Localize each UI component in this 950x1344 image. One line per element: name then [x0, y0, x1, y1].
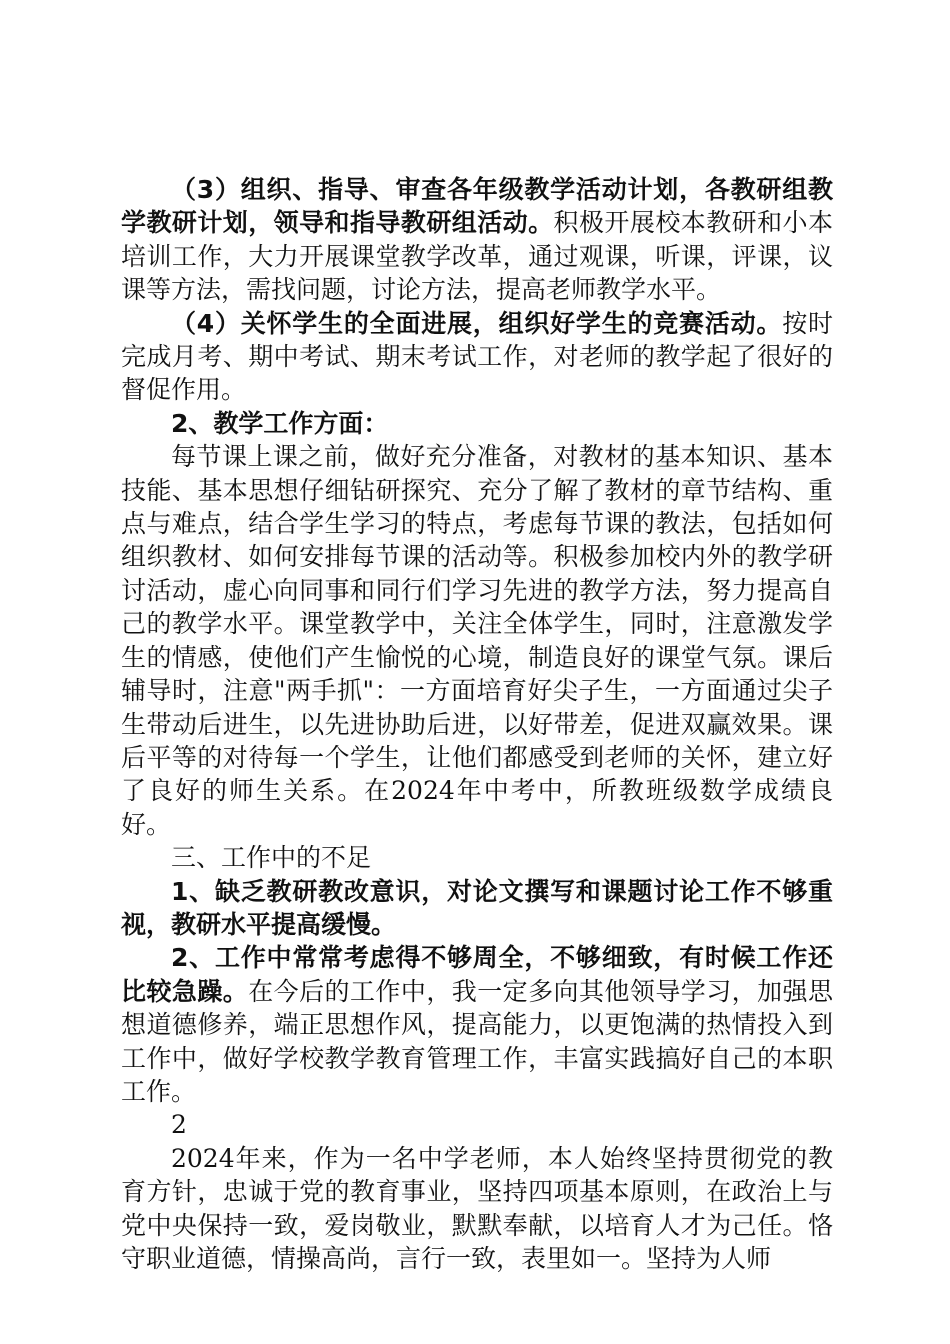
paragraph-organize-guide [121, 173, 833, 307]
section-number: 2 [171, 1110, 187, 1140]
paragraph-text: 在今后的工作中，我一定多向其他领导学习，加强思想道德修养，端正思想作风，提高能力，以更饱满的热情投入到工作中，做好学校教学教育管理工作，丰富实践搞好自己的本职工作。 [121, 976, 833, 1106]
paragraph-shortcoming-2 [121, 941, 833, 1108]
paragraph-text: 按时完成月考、期中考试、期末考试工作，对老师的教学起了很好的督促作用。 [121, 308, 833, 405]
paragraph-shortcoming-1: 1、缺乏教研教改意识，对论文撰写和课题讨论工作不够重视，教研水平提高缓慢。 [121, 876, 833, 939]
paragraph-2024-summary: 2024年来，作为一名中学老师，本人始终坚持贯彻党的教育方针，忠诚于党的教育事业，坚持四项基本原则，在政治上与党中央保持一致，爱岗敬业，默默奉献，以培育人才为己任。恪守职业道德，情操高尚，言行一致，表里如一。坚持为人师 [121, 1143, 833, 1273]
paragraph-lead-bold: 2、工作中常常考虑得不够周全，不够细致，有时候工作还比较急躁。 [121, 943, 833, 1006]
paragraph-student-development [121, 307, 833, 407]
heading-teaching-work: 2、教学工作方面： [171, 408, 389, 438]
document-body [121, 173, 833, 1275]
paragraph-teaching-detail: 每节课上课之前，做好充分准备，对教材的基本知识、基本技能、基本思想仔细钻研探究、充分了解了教材的章节结构、重点与难点，结合学生学习的特点，考虑每节课的教法，包括如何组织教材、如何安排每节课的活动等。积极参加校内外的教学研讨活动，虚心向同事和同行们学习先进的教学方法，努力提高自己的教学水平。课堂教学中，关注全体学生，同时，注意激发学生的情感，使他们产生愉悦的心境，制造良好的课堂气氛。课后辅导时，注意"两手抓"：一方面培育好尖子生，一方面通过尖子生带动后进生，以先进协助后进，以好带差，促进双赢效果。课后平等的对待每一个学生，让他们都感受到老师的关怀，建立好了良好的师生关系。在2024年中考中，所教班级数学成绩良好。 [121, 442, 833, 839]
paragraph-text: 积极开展校本教研和小本培训工作，大力开展课堂教学改革，通过观课，听课，评课，议课等方法，需找问题，讨论方法，提高老师教学水平。 [121, 208, 833, 305]
paragraph-lead-bold: （3）组织、指导、审查各年级教学活动计划，各教研组教学教研计划，领导和指导教研组活动。 [121, 175, 833, 238]
heading-shortcomings: 三、工作中的不足 [171, 843, 372, 873]
paragraph-lead-bold: （4）关怀学生的全面进展，组织好学生的竞赛活动。 [171, 308, 783, 338]
